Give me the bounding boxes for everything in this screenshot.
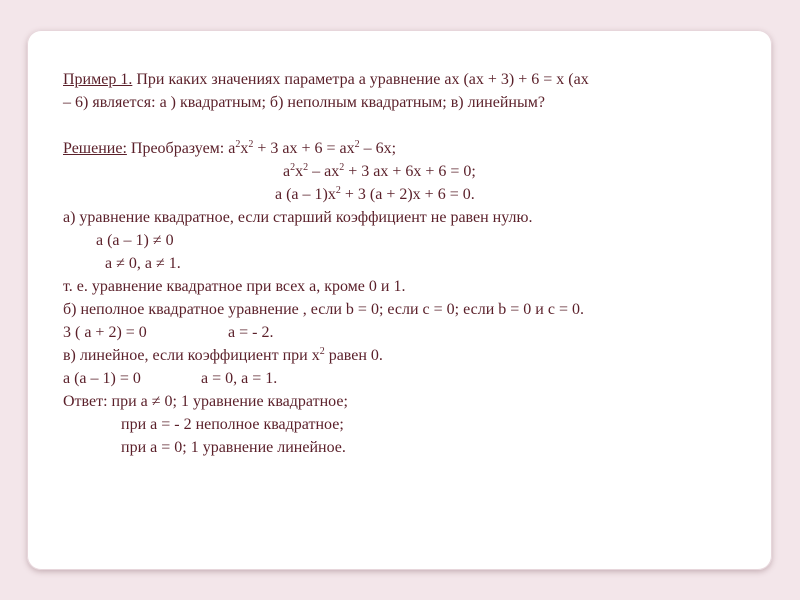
example-title: Пример 1. [63, 71, 133, 88]
solution-eq-3: a $(a - 1)x^2 + 3$ (a + 2)x + 6 = 0. [275, 185, 475, 203]
answer-line-3: при a = 0; 1 уравнение линейное. [121, 439, 346, 456]
answer-line-2: при a = - 2 неполное квадратное; [121, 416, 344, 433]
answer-line-1: Ответ: при a ≠ 0; 1 уравнение квадратное; [63, 393, 348, 410]
case-a-condition-1: a (a – 1) ≠ 0 [96, 232, 174, 249]
problem-line-2: – 6) является: а ) квадратным; б) неполным квадратным; в) линейным? [63, 94, 545, 111]
slide-content [63, 68, 753, 459]
problem-line-1: Пример 1. При каких значениях параметра а уравнение ах (ах + 3) + 6 = х (ах [63, 71, 589, 88]
case-c-line: в) линейное, если коэффициент при $x^2$ равен 0. [63, 346, 383, 364]
case-c-equation: a (a – 1) = 0 a = 0, a = 1. [63, 370, 278, 387]
case-a-conclusion: т. е. уравнение квадратное при всех а, кроме 0 и 1. [63, 278, 406, 295]
case-b-line: б) неполное квадратное уравнение , если b = 0; если c = 0; если b = 0 и c = 0. [63, 301, 584, 318]
solution-eq-2: $a^2x^2 - ax^2 + 3$ ax + 6x + 6 = 0; [283, 162, 476, 180]
solution-label: Решение: [63, 140, 127, 157]
spacer [63, 114, 753, 137]
case-a-condition-2: a ≠ 0, a ≠ 1. [105, 255, 181, 272]
case-b-equation: 3 ( a + 2) = 0 a = - 2. [63, 324, 274, 341]
case-a-line: а) уравнение квадратное, если старший коэффициент не равен нулю. [63, 209, 533, 226]
solution-eq-1: Решение: Преобразуем: $a^2x^2 + 3$ ax + $6 = ax^2 - 6x$; [63, 139, 397, 157]
